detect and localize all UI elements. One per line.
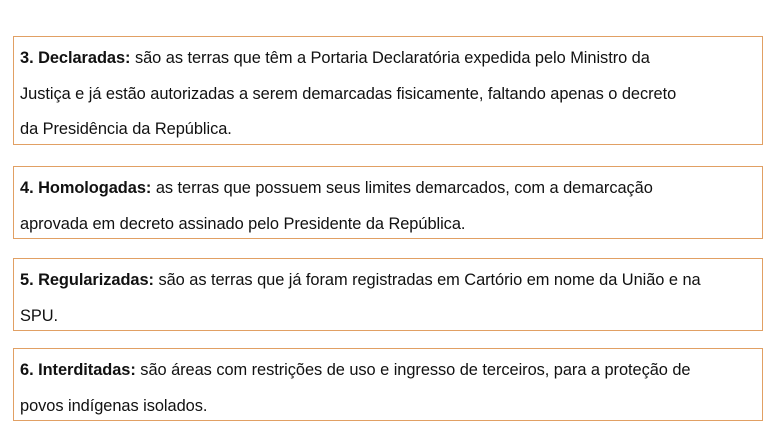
item-line: SPU.: [20, 306, 59, 325]
item-term: 5. Regularizadas:: [20, 271, 154, 289]
item-term: 4. Homologadas:: [20, 179, 152, 197]
item-line: [20, 171, 756, 207]
item-text: são as terras que já foram registradas em Cartório em nome da União e na: [153, 271, 701, 289]
item-text: as terras que possuem seus limites demarcados, com a demarcação: [151, 179, 653, 197]
item-line: aprovada em decreto assinado pelo Presidente da República.: [20, 214, 466, 233]
item-line: povos indígenas isolados.: [20, 396, 208, 415]
item-term: 6. Interditadas:: [20, 361, 136, 379]
item-line: Justiça e já estão autorizadas a serem demarcadas fisicamente, faltando apenas o decreto: [20, 84, 677, 103]
item-box-declaradas: [13, 36, 763, 145]
item-text: são áreas com restrições de uso e ingresso de terceiros, para a proteção de: [135, 361, 691, 379]
item-line: [20, 353, 756, 389]
item-line: da Presidência da República.: [20, 120, 232, 138]
item-box-regularizadas: [13, 258, 763, 331]
item-text: são as terras que têm a Portaria Declaratória expedida pelo Ministro da: [130, 49, 650, 67]
item-box-homologadas: [13, 166, 763, 239]
item-term: 3. Declaradas:: [20, 49, 131, 67]
item-line: [20, 41, 756, 77]
item-box-interditadas: [13, 348, 763, 421]
item-line: [20, 263, 756, 299]
